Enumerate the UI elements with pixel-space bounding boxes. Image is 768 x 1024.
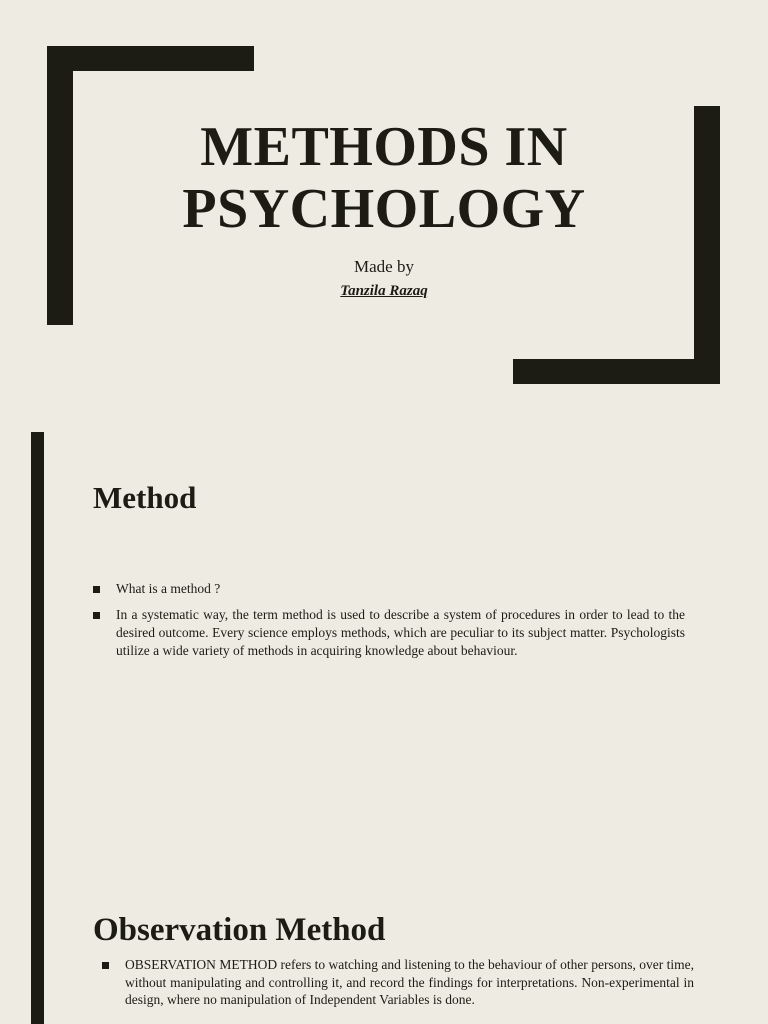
- title-line-2: PSYCHOLOGY: [182, 178, 586, 240]
- frame-top-left-horizontal: [47, 46, 254, 71]
- bullet-item: [93, 606, 685, 660]
- author-name: Tanzila Razaq: [340, 283, 428, 299]
- bullet-item: [102, 956, 694, 1009]
- title-slide: [0, 0, 768, 432]
- title-line-1: METHODS IN: [200, 116, 568, 178]
- bullet-square-icon: [102, 962, 109, 969]
- bullet-square-icon: [93, 586, 100, 593]
- bullet-square-icon: [93, 612, 100, 619]
- made-by-label: Made by: [354, 257, 414, 276]
- bullet-list: [93, 580, 685, 668]
- method-slide: [0, 432, 768, 866]
- observation-slide: [0, 866, 768, 1024]
- bullet-item: [93, 580, 685, 598]
- bullet-text: What is a method ?: [116, 581, 221, 596]
- slide-heading: Method: [93, 480, 197, 515]
- slide-accent-bar: [31, 866, 44, 1024]
- presentation-title: [0, 116, 768, 240]
- slide-heading: Observation Method: [93, 912, 386, 948]
- bullet-text: In a systematic way, the term method is used to describe a system of procedures in order to lead to the desired outcome. Every science employs methods, which are peculiar to its subject matter. Psychologists utilize a wide variety of methods in acquiring knowledge about behaviour.: [116, 607, 685, 658]
- bullet-list: [102, 956, 694, 1017]
- bullet-text: OBSERVATION METHOD refers to watching and listening to the behaviour of other persons, over time, without manipulating and controlling it, and record the findings for interpretations. Non-experimental in design, where no manipulation of Independent Variables is done.: [125, 957, 694, 1007]
- slide-accent-bar: [31, 432, 44, 866]
- frame-bottom-right-horizontal: [513, 359, 720, 384]
